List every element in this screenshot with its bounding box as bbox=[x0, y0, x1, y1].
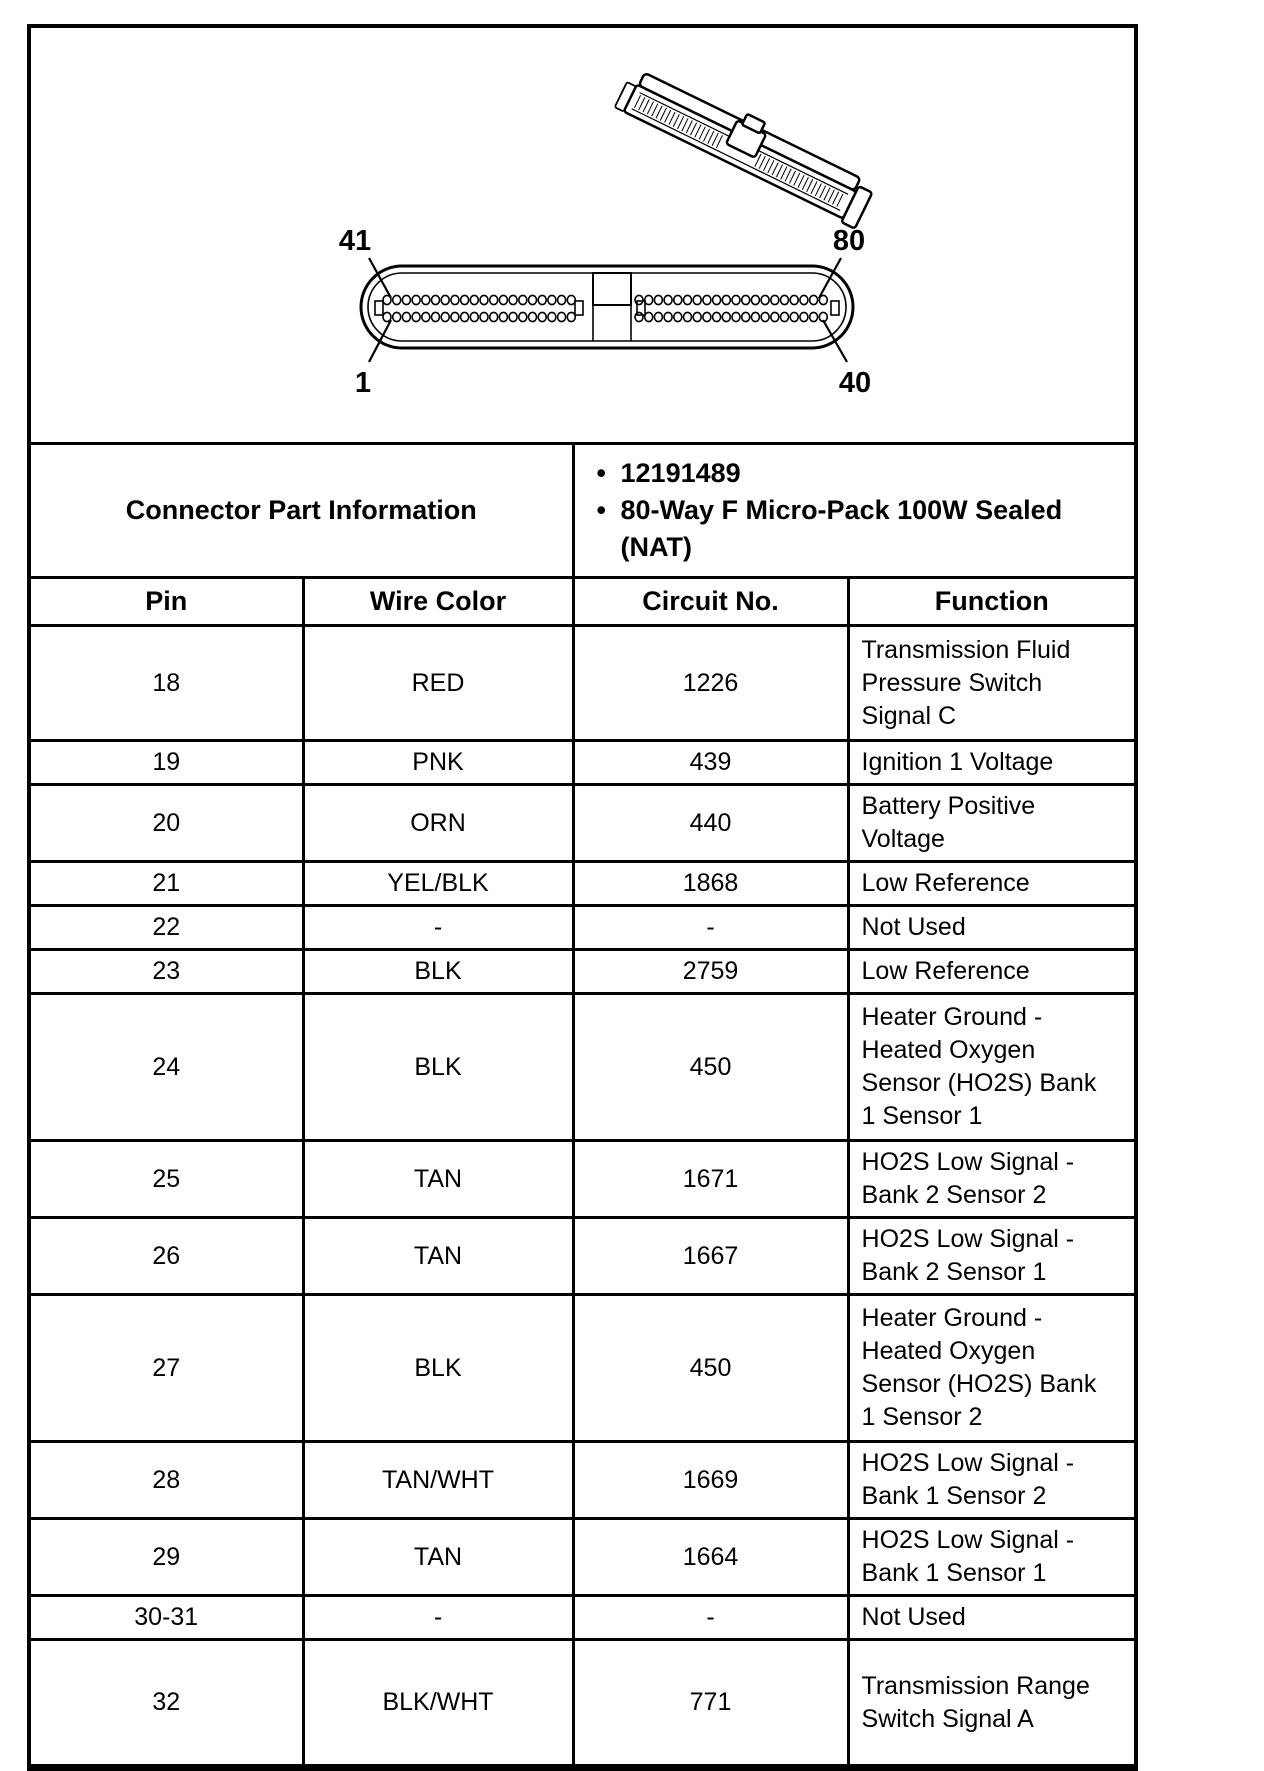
table-row bbox=[31, 1295, 1134, 1442]
wire-color-cell: BLK bbox=[303, 1295, 573, 1442]
wire-color-cell: TAN bbox=[303, 1141, 573, 1218]
column-header-row bbox=[31, 578, 1134, 626]
center-key bbox=[593, 273, 631, 305]
function-cell: Not Used bbox=[848, 1596, 1134, 1640]
wire-color-cell: TAN bbox=[303, 1218, 573, 1295]
polarizing-tab bbox=[375, 301, 383, 315]
circuit-no-cell: 450 bbox=[573, 994, 848, 1141]
pin-cell: 24 bbox=[31, 994, 303, 1141]
part-info-title: Connector Part Information bbox=[31, 445, 573, 578]
function-cell: Battery Positive Voltage bbox=[848, 785, 1134, 862]
circuit-no-cell: 1669 bbox=[573, 1442, 848, 1519]
pin-label-80: 80 bbox=[832, 225, 866, 257]
connector-front-view bbox=[361, 266, 853, 348]
wire-color-cell: - bbox=[303, 1596, 573, 1640]
table-row bbox=[31, 1218, 1134, 1295]
wire-color-cell: RED bbox=[303, 626, 573, 741]
connector-diagram bbox=[31, 28, 1134, 442]
wire-color-cell: BLK/WHT bbox=[303, 1640, 573, 1766]
pin-cell: 32 bbox=[31, 1640, 303, 1766]
wire-color-cell: ORN bbox=[303, 785, 573, 862]
connector-diagram-area bbox=[31, 28, 1134, 445]
circuit-no-cell: 1664 bbox=[573, 1519, 848, 1596]
circuit-no-cell: 1226 bbox=[573, 626, 848, 741]
table-row bbox=[31, 1519, 1134, 1596]
table-row bbox=[31, 1596, 1134, 1640]
part-number: • 12191489 bbox=[589, 455, 1094, 492]
circuit-no-cell: 450 bbox=[573, 1295, 848, 1442]
wire-color-cell: TAN/WHT bbox=[303, 1442, 573, 1519]
function-cell: HO2S Low Signal - Bank 2 Sensor 1 bbox=[848, 1218, 1134, 1295]
table-row bbox=[31, 626, 1134, 741]
pin-cell: 18 bbox=[31, 626, 303, 741]
circuit-no-cell: 440 bbox=[573, 785, 848, 862]
circuit-no-cell: 2759 bbox=[573, 950, 848, 994]
wire-color-cell: BLK bbox=[303, 994, 573, 1141]
circuit-no-cell: 1868 bbox=[573, 862, 848, 906]
pin-cell: 20 bbox=[31, 785, 303, 862]
circuit-no-cell: - bbox=[573, 906, 848, 950]
function-cell: Ignition 1 Voltage bbox=[848, 741, 1134, 785]
circuit-no-cell: - bbox=[573, 1596, 848, 1640]
function-cell: Heater Ground - Heated Oxygen Sensor (HO2S) Bank 1 Sensor 2 bbox=[848, 1295, 1134, 1442]
function-cell: HO2S Low Signal - Bank 2 Sensor 2 bbox=[848, 1141, 1134, 1218]
function-cell: Low Reference bbox=[848, 950, 1134, 994]
function-cell: Transmission Range Switch Signal A bbox=[848, 1640, 1134, 1766]
table-row bbox=[31, 785, 1134, 862]
pin-cell: 27 bbox=[31, 1295, 303, 1442]
wire-color-cell: PNK bbox=[303, 741, 573, 785]
function-cell: HO2S Low Signal - Bank 1 Sensor 1 bbox=[848, 1519, 1134, 1596]
table-row bbox=[31, 906, 1134, 950]
function-cell: Transmission Fluid Pressure Switch Signal C bbox=[848, 626, 1134, 741]
table-row bbox=[31, 950, 1134, 994]
pin-label-41: 41 bbox=[338, 225, 372, 257]
part-info-row bbox=[31, 445, 1134, 578]
function-cell: Low Reference bbox=[848, 862, 1134, 906]
pin-cell: 30-31 bbox=[31, 1596, 303, 1640]
pin-cell: 28 bbox=[31, 1442, 303, 1519]
header-wire-color: Wire Color bbox=[303, 578, 573, 626]
pin-table-body bbox=[31, 626, 1134, 1766]
pin-cell: 22 bbox=[31, 906, 303, 950]
pin-cell: 19 bbox=[31, 741, 303, 785]
connector-3d-view bbox=[613, 60, 879, 228]
pin-cell: 21 bbox=[31, 862, 303, 906]
circuit-no-cell: 771 bbox=[573, 1640, 848, 1766]
table-row bbox=[31, 862, 1134, 906]
table-row bbox=[31, 741, 1134, 785]
pin-label-1: 1 bbox=[354, 367, 372, 399]
pin-cell: 26 bbox=[31, 1218, 303, 1295]
function-cell: Heater Ground - Heated Oxygen Sensor (HO2S) Bank 1 Sensor 1 bbox=[848, 994, 1134, 1141]
table-row bbox=[31, 1141, 1134, 1218]
pin-cell: 25 bbox=[31, 1141, 303, 1218]
circuit-no-cell: 1671 bbox=[573, 1141, 848, 1218]
connector-description: • 80-Way F Micro-Pack 100W Sealed (NAT) bbox=[589, 492, 1094, 566]
part-info-details bbox=[573, 445, 1134, 578]
header-pin: Pin bbox=[31, 578, 303, 626]
wire-color-cell: YEL/BLK bbox=[303, 862, 573, 906]
pin-label-40: 40 bbox=[838, 367, 872, 399]
pin-cell: 29 bbox=[31, 1519, 303, 1596]
function-cell: Not Used bbox=[848, 906, 1134, 950]
connector-pinout-table bbox=[31, 445, 1134, 1767]
wire-color-cell: BLK bbox=[303, 950, 573, 994]
header-function: Function bbox=[848, 578, 1134, 626]
header-circuit-no: Circuit No. bbox=[573, 578, 848, 626]
manual-page bbox=[27, 24, 1138, 1771]
circuit-no-cell: 1667 bbox=[573, 1218, 848, 1295]
table-row bbox=[31, 1442, 1134, 1519]
table-row bbox=[31, 1640, 1134, 1766]
pin-cell: 23 bbox=[31, 950, 303, 994]
wire-color-cell: TAN bbox=[303, 1519, 573, 1596]
polarizing-tab bbox=[575, 301, 583, 315]
circuit-no-cell: 439 bbox=[573, 741, 848, 785]
polarizing-tab bbox=[831, 301, 839, 315]
table-row bbox=[31, 994, 1134, 1141]
wire-color-cell: - bbox=[303, 906, 573, 950]
function-cell: HO2S Low Signal - Bank 1 Sensor 2 bbox=[848, 1442, 1134, 1519]
